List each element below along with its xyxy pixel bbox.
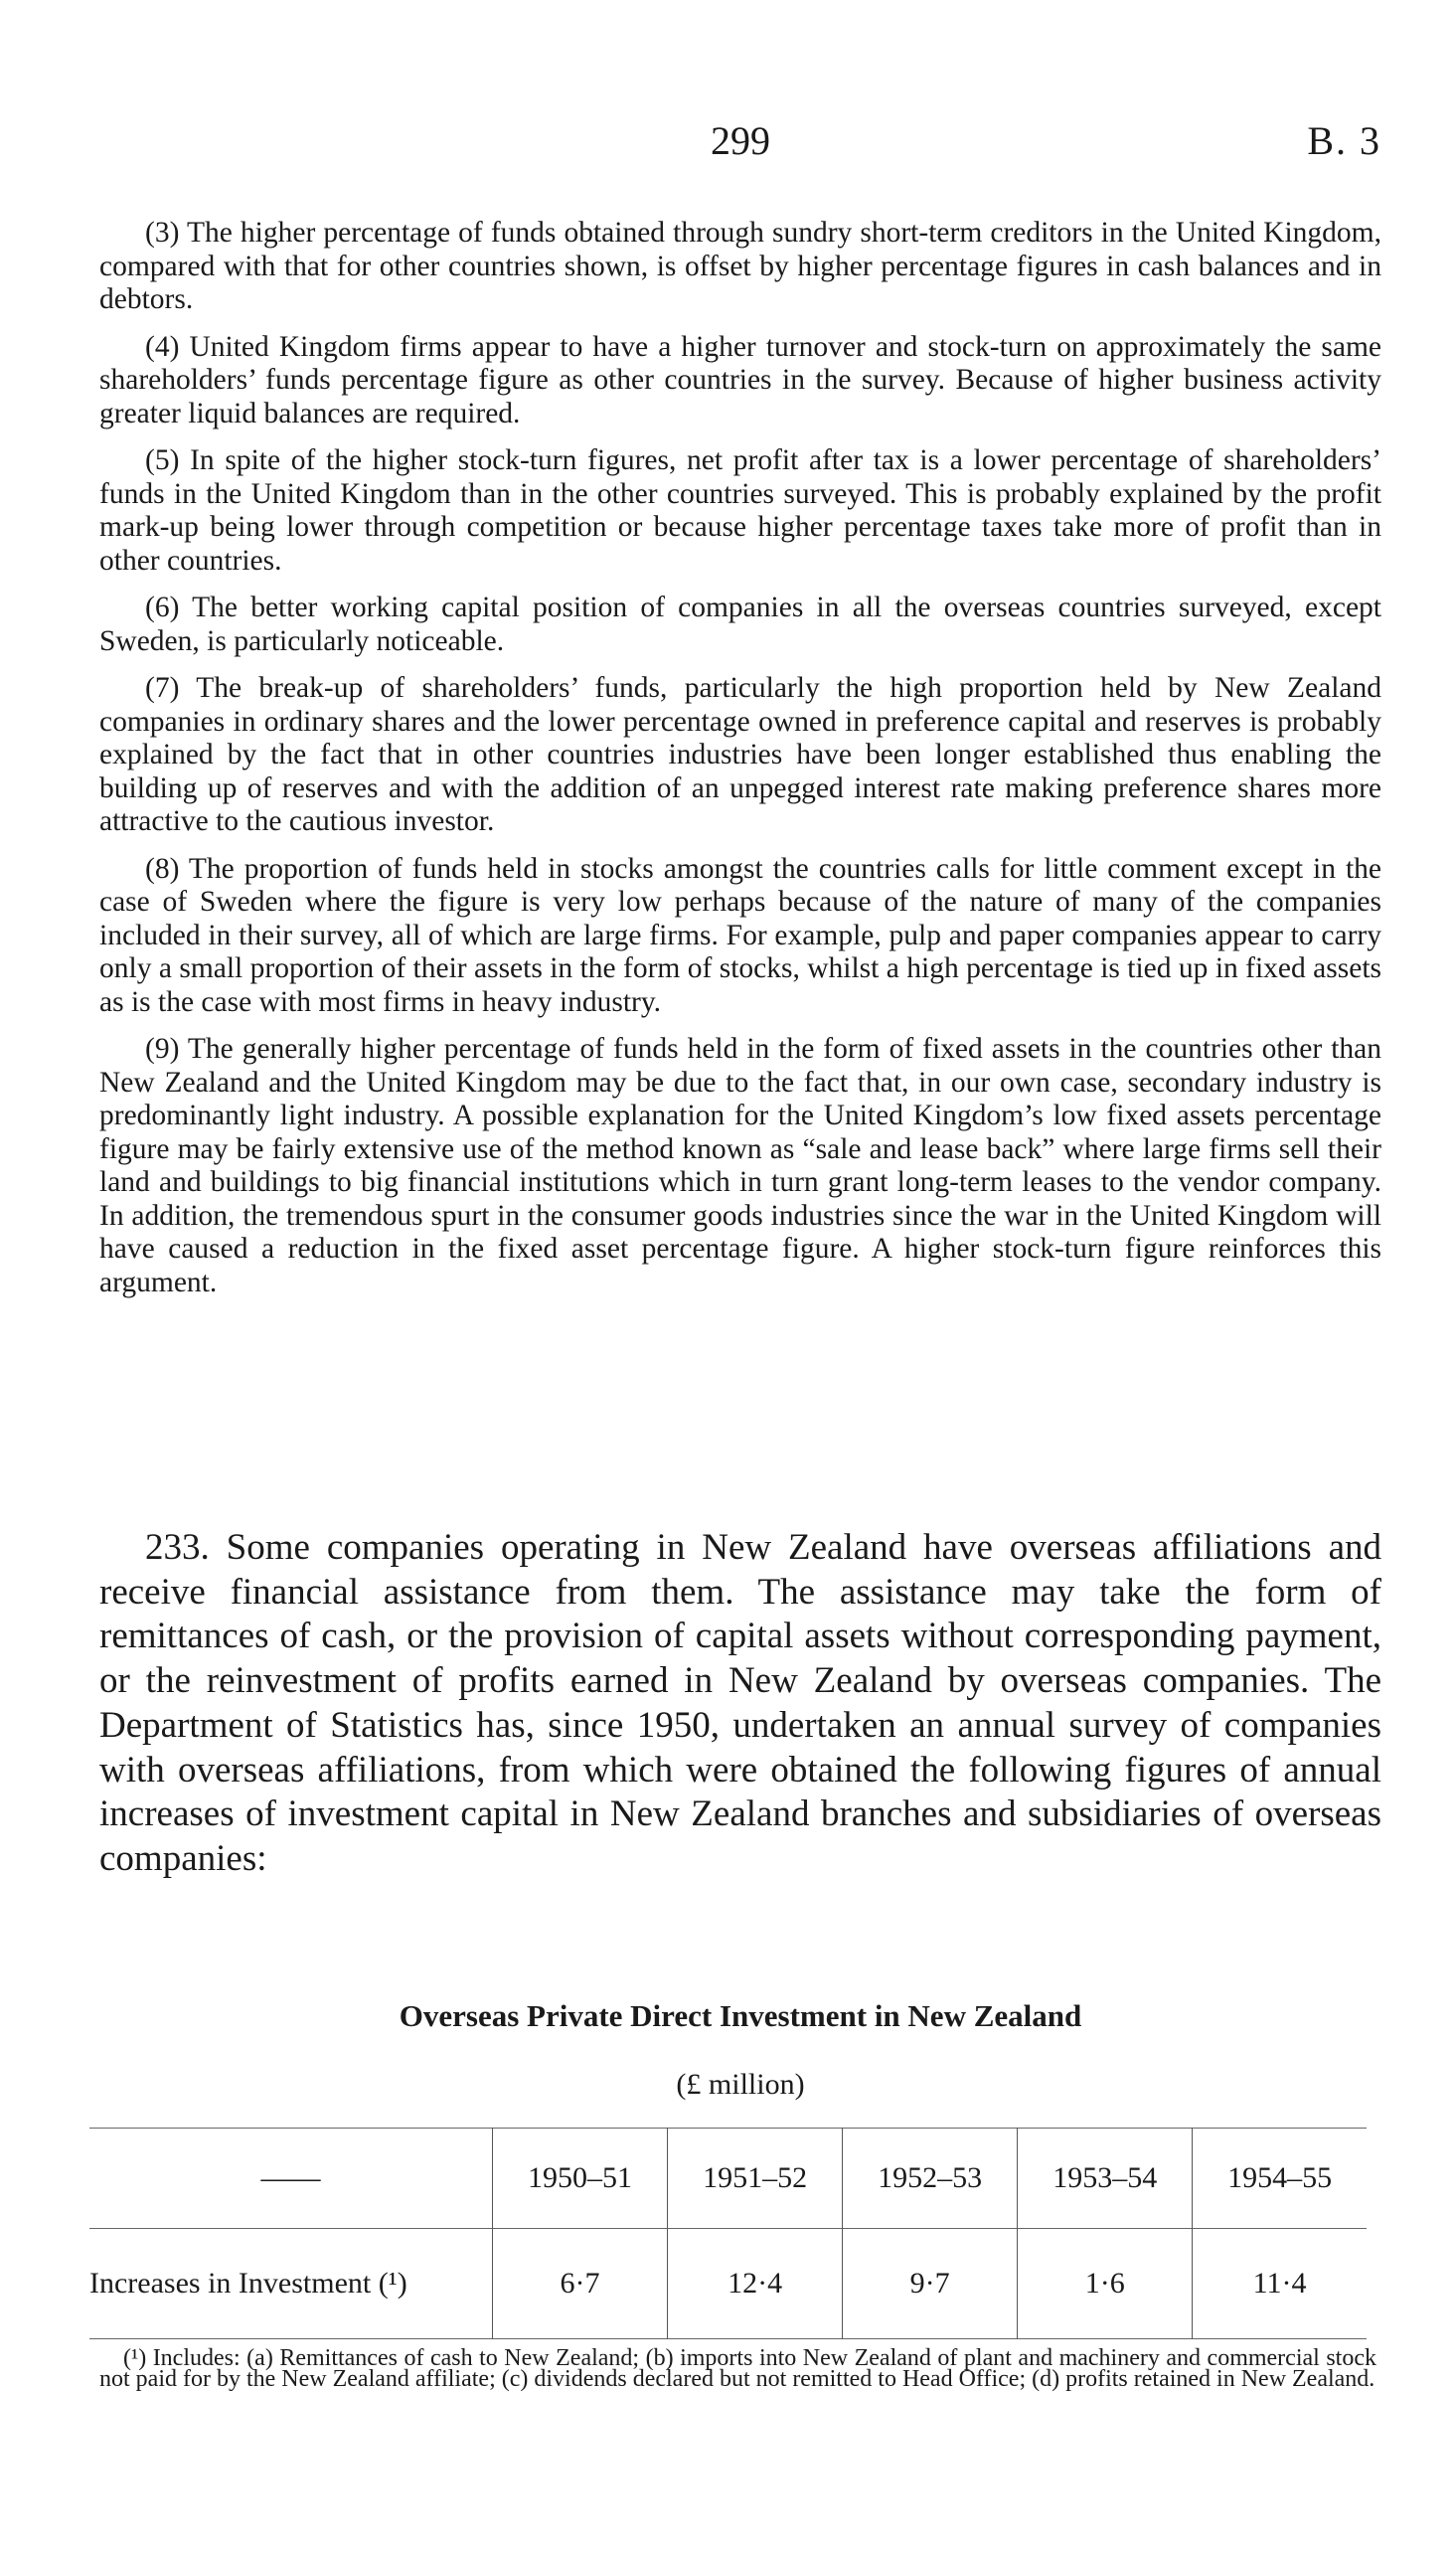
table-cell: 9·7: [843, 2229, 1018, 2339]
column-header: 1954–55: [1193, 2129, 1367, 2229]
column-header: 1953–54: [1018, 2129, 1193, 2229]
table-header-row: [89, 2129, 1367, 2229]
paragraph-8: (8) The proportion of funds held in stocks amongst the countries calls for little comment except in the case of Sweden where the figure is very low perhaps because of the nature of many of the companies included in their survey, all of which are large firms. For example, pulp and paper companies appear to carry only a small proportion of their assets in the form of stocks, whilst a high percentage is tied up in fixed assets as is the case with most firms in heavy industry.: [99, 852, 1381, 1018]
table-row: [89, 2229, 1367, 2339]
column-header: 1952–53: [843, 2129, 1018, 2229]
paragraph-5: (5) In spite of the higher stock-turn figures, net profit after tax is a lower percentage of shareholders’ funds in the United Kingdom than in the other countries surveyed. This is probably explained by the profit mark-up being lower through competition or because higher percentage taxes take more of profit than in other countries.: [99, 444, 1381, 577]
table-cell: 11·4: [1193, 2229, 1367, 2339]
document-reference: B. 3: [1307, 118, 1381, 163]
table-footnote: (¹) Includes: (a) Remittances of cash to New Zealand; (b) imports into New Zealand of plant and machinery and commercial stock not paid for by the New Zealand affiliate; (c) dividends declared but not remitted to Head Office; (d) profits retained in New Zealand.: [99, 2345, 1376, 2392]
column-header: 1951–52: [668, 2129, 843, 2229]
page-header: [99, 117, 1381, 177]
paragraph-9: (9) The generally higher percentage of funds held in the form of fixed assets in the countries other than New Zealand and the United Kingdom may be due to the fact that, in our own case, secondary industry is predominantly light industry. A possible explanation for the United Kingdom’s low fixed assets percentage figure may be fairly extensive use of the method known as “sale and lease back” where large firms sell their land and buildings to big financial institutions which in turn grant long-term leases to the vendor company. In addition, the tremendous spurt in the consumer goods industries since the war in the United Kingdom will have caused a reduction in the fixed asset percentage figure. A higher stock-turn figure reinforces this argument.: [99, 1033, 1381, 1298]
table-title: Overseas Private Direct Investment in New Zealand: [399, 1998, 1082, 2033]
table-unit: (£ million): [676, 2068, 805, 2101]
table-cell: 12·4: [668, 2229, 843, 2339]
stub-header: ——: [260, 2161, 321, 2194]
column-header: 1950–51: [493, 2129, 668, 2229]
paragraph-3: (3) The higher percentage of funds obtained through sundry short-term creditors in the United Kingdom, compared with that for other countries shown, is offset by higher percentage figures in cash balances and in debtors.: [99, 217, 1381, 315]
table-cell: 6·7: [493, 2229, 668, 2339]
paragraph-4: (4) United Kingdom firms appear to have a higher turnover and stock-turn on approximately the same shareholders’ funds percentage figure as other countries in the survey. Because of higher business activity greater liquid balances are required.: [99, 330, 1381, 429]
paragraph-233: 233. Some companies operating in New Zealand have overseas affiliations and receive financial assistance from them. The assistance may take the form of remittances of cash, or the provision of capital assets without corresponding payment, or the reinvestment of profits earned in New Zealand by overseas companies. The Department of Statistics has, since 1950, undertaken an annual survey of companies with overseas affiliations, from which were obtained the following figures of annual increases of investment capital in New Zealand branches and subsidiaries of overseas companies:: [99, 1527, 1381, 1879]
investment-table: [89, 2128, 1367, 2339]
table-cell: 1·6: [1018, 2229, 1193, 2339]
paragraph-7: (7) The break-up of shareholders’ funds, particularly the high proportion held by New Zealand companies in ordinary shares and the lower percentage owned in preference capital and reserves is probably explained by the fact that in other countries industries have been longer established thus enabling the building up of reserves and with the addition of an unpegged interest rate making preference shares more attractive to the cautious investor.: [99, 672, 1381, 837]
row-label: Increases in Investment (¹): [89, 2267, 407, 2300]
numbered-paragraphs: [99, 217, 1381, 1313]
page-number: 299: [711, 118, 770, 163]
paragraph-6: (6) The better working capital position of companies in all the overseas countries surveyed, except Sweden, is particularly noticeable.: [99, 592, 1381, 657]
